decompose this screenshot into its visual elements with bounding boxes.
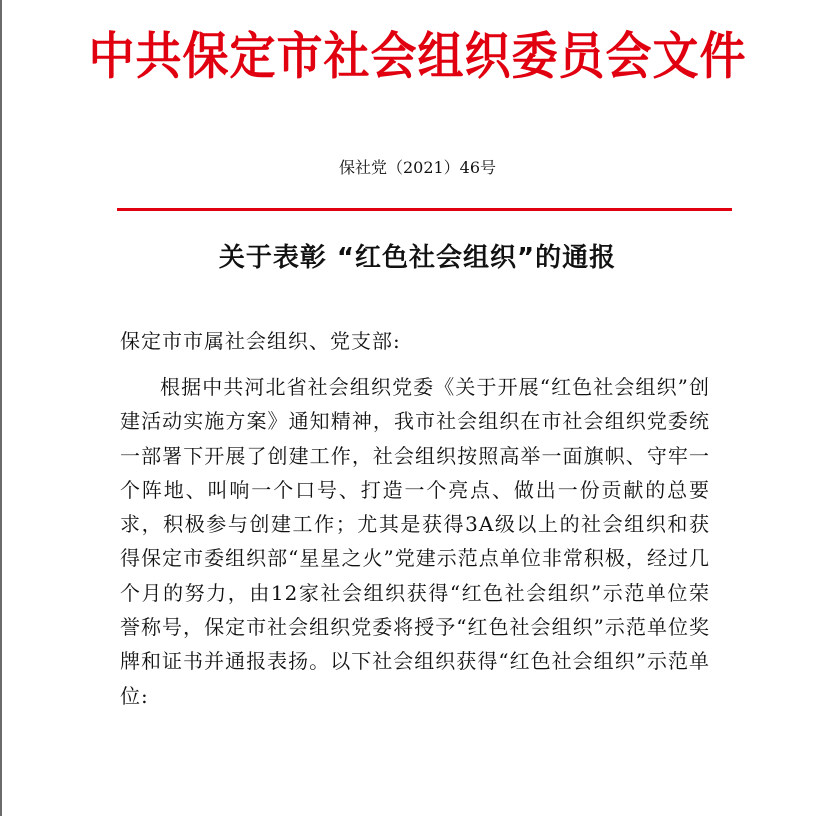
- document-header-title: 中共保定市社会组织委员会文件: [88, 26, 747, 86]
- body-paragraph: 根据中共河北省社会组织党委《关于开展“红色社会组织”创建活动实施方案》通知精神，我市社会组织在市社会组织党委统一部署下开展了创建工作，社会组织按照高举一面旗帜、守牢一个阵地、叫响一个口号、打造一个亮点、做出一份贡献的总要求，积极参与创建工作；尤其是获得3A级以上的社会组织和获得保定市委组织部“星星之火”党建示范点单位非常积极，经过几个月的努力，由12家社会组织获得“红色社会组织”示范单位荣誉称号，保定市社会组织党委将授予“红色社会组织”示范单位奖牌和证书并通报表扬。以下社会组织获得“红色社会组织”示范单位:: [120, 375, 710, 708]
- document-number: 保社党（2021）46号: [338, 158, 497, 177]
- salutation-line: 保定市市属社会组织、党支部:: [120, 329, 401, 353]
- page-left-edge: [0, 0, 2, 816]
- document-title: 关于表彰 “红色社会组织”的通报: [218, 243, 617, 273]
- red-divider-line: [117, 208, 732, 211]
